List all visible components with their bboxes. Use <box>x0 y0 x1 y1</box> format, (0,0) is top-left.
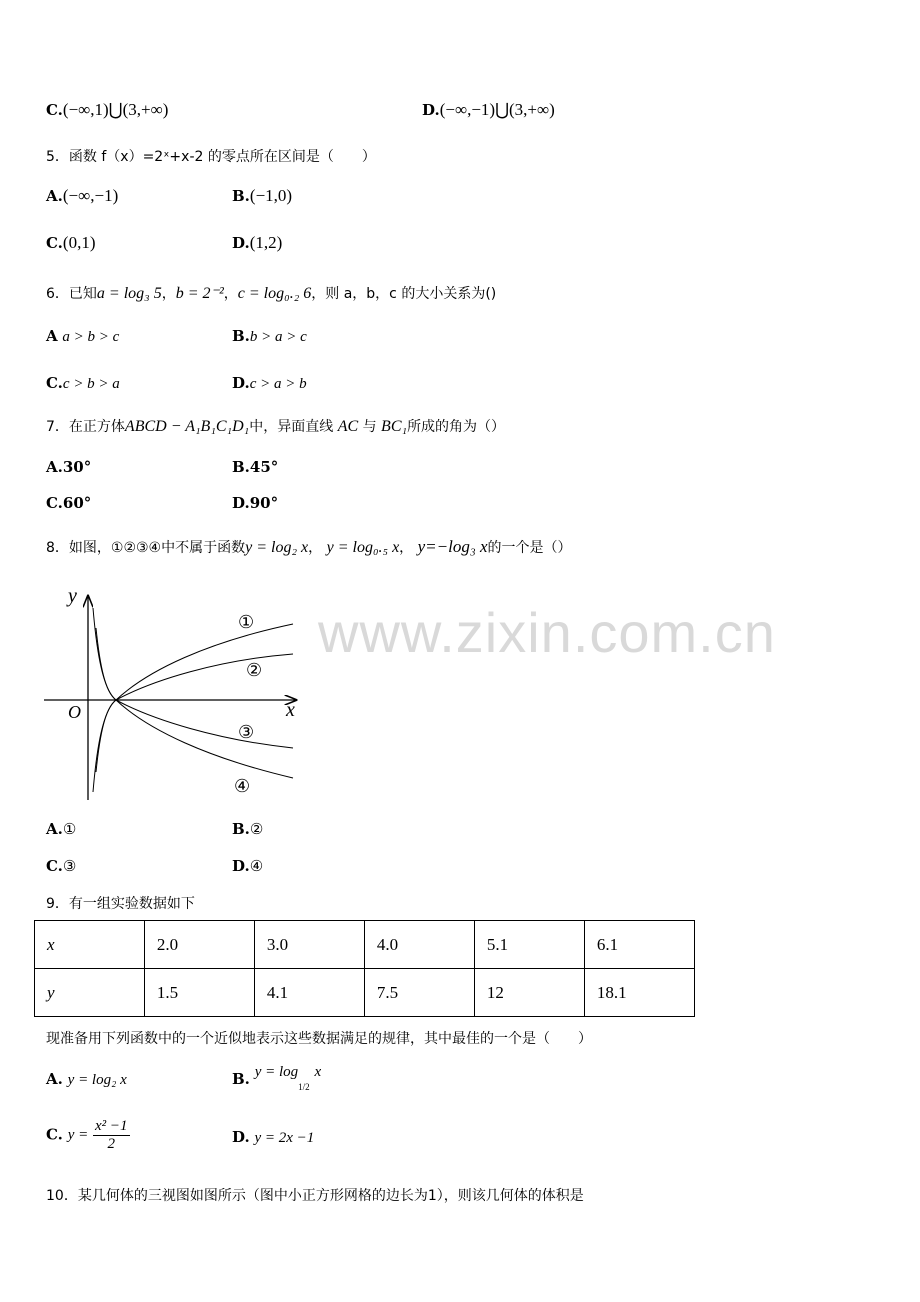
table-row <box>35 921 695 969</box>
q7-option-d: D.90° <box>232 494 279 512</box>
q5-option-c: C.(0,1) <box>46 233 96 252</box>
q7-stem: 7．在正方体ABCD − A₁B₁C₁D₁中，异面直线 AC 与 BC₁所成的角为（） <box>46 418 506 435</box>
table-cell: 18.1 <box>584 969 694 1017</box>
y-axis-label: y <box>68 585 77 607</box>
q6-stem: 6．已知a = log₃ 5，b = 2⁻²，c = log₀.₂ 6，则 a，b，c 的大小关系为() <box>46 285 497 302</box>
curve-4 <box>93 608 293 778</box>
q5-stem: 5．函数 f（x）=2ˣ+x-2 的零点所在区间是（ ） <box>46 149 376 165</box>
q4-option-d <box>422 100 555 120</box>
q9-follow: 现准备用下列函数中的一个近似地表示这些数据满足的规律，其中最佳的一个是（ ） <box>46 1031 592 1047</box>
table-cell: 1.5 <box>144 969 254 1017</box>
q9-option-b: B. y = log1/2 x <box>232 1064 322 1092</box>
q9-stem: 9．有一组实验数据如下 <box>46 896 195 912</box>
q9-option-a: A. y = log₂ x <box>46 1070 127 1088</box>
q8-option-c: C.③ <box>46 857 77 875</box>
curve-label-4: ④ <box>234 776 251 797</box>
x-axis-label: x <box>286 699 295 721</box>
q5-option-d: D.(1,2) <box>232 233 283 252</box>
table-row <box>35 969 695 1017</box>
q7-option-b: B.45° <box>232 458 279 476</box>
q6-option-b: B.b > a > c <box>232 327 307 345</box>
curve-label-3: ③ <box>238 722 255 743</box>
table-cell: 5.1 <box>474 921 584 969</box>
q8-option-a: A.① <box>46 820 77 838</box>
data-table <box>34 920 695 1017</box>
option-label: D. <box>422 101 440 119</box>
table-cell: 2.0 <box>144 921 254 969</box>
curve-label-2: ② <box>246 660 263 681</box>
log-graph <box>38 582 308 807</box>
q5-option-a: A.(−∞,−1) <box>46 186 119 205</box>
table-cell: 3.0 <box>254 921 364 969</box>
curve-3 <box>96 628 293 748</box>
q5-option-b: B.(−1,0) <box>232 186 293 205</box>
curve-label-1: ① <box>238 612 255 633</box>
table-cell: 4.0 <box>364 921 474 969</box>
q6-option-c: C.c > b > a <box>46 374 120 392</box>
q7-option-c: C.60° <box>46 494 92 512</box>
table-cell: 7.5 <box>364 969 474 1017</box>
q4-option-c <box>46 100 168 120</box>
curve-1 <box>93 624 293 792</box>
watermark-text: www.zixin.com.cn <box>318 601 776 664</box>
table-cell: 12 <box>474 969 584 1017</box>
q8-option-d: D.④ <box>232 857 264 875</box>
table-header-y: y <box>35 969 145 1017</box>
q7-option-a: A.30° <box>46 458 92 476</box>
table-cell: 4.1 <box>254 969 364 1017</box>
q10-stem: 10．某几何体的三视图如图所示（图中小正方形网格的边长为1），则该几何体的体积是 <box>46 1188 584 1204</box>
option-text: (−∞,−1)⋃(3,+∞) <box>439 100 555 119</box>
q9-option-c: C. y = $\frac{\text{x² −1}}{2}$ <box>46 1118 128 1152</box>
table-cell: 6.1 <box>584 921 694 969</box>
option-text: (−∞,1)⋃(3,+∞) <box>62 100 169 119</box>
table-header-x: x <box>35 921 145 969</box>
q6-option-d: D.c > a > b <box>232 374 307 392</box>
curve-2 <box>96 654 293 772</box>
q8-option-b: B.② <box>232 820 264 838</box>
q8-stem: 8．如图，①②③④中不属于函数y = log₂ x， y = log₀.₅ x， y=−log₃ x的一个是（） <box>46 537 572 556</box>
q9-option-d: D. y = 2x −1 <box>232 1128 315 1146</box>
fraction: $\frac{\text{x² −1}}{2}$ <box>95 1118 128 1152</box>
log-base: 1/2 <box>298 1082 310 1092</box>
origin-label: O <box>68 702 81 722</box>
q6-option-a: A a > b > c <box>46 327 120 345</box>
option-label: C. <box>46 101 63 119</box>
